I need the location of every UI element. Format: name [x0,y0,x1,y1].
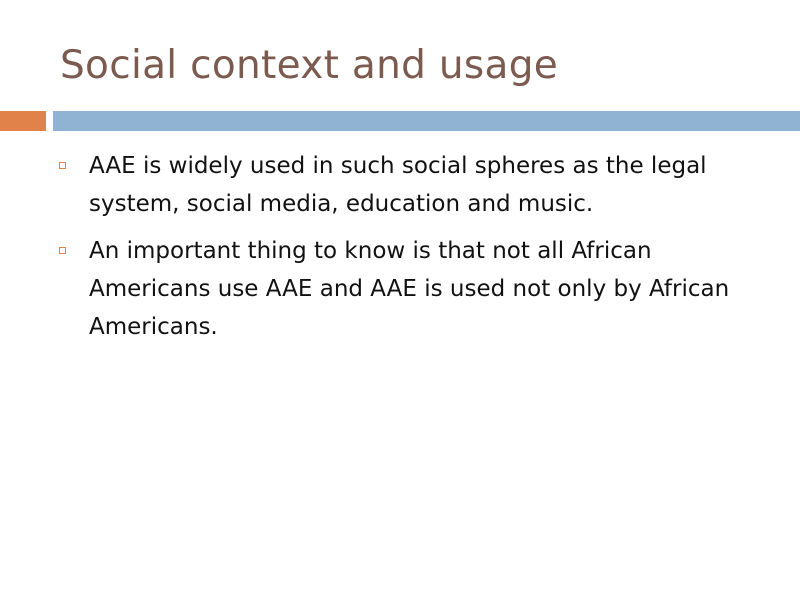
bullet-list [56,147,746,355]
title-rule-accent-right [53,111,800,131]
bullet-text: An important thing to know is that not all African Americans use AAE and AAE is used not only by African Americans. [89,238,730,340]
bullet-item [56,232,746,346]
bullet-item [56,147,746,223]
hollow-square-bullet-icon [59,247,66,254]
bullet-text: AAE is widely used in such social spheres as the legal system, social media, education and music. [89,153,707,217]
hollow-square-bullet-icon [59,162,66,169]
slide-title: Social context and usage [60,43,559,88]
title-rule-accent-left [0,111,46,131]
